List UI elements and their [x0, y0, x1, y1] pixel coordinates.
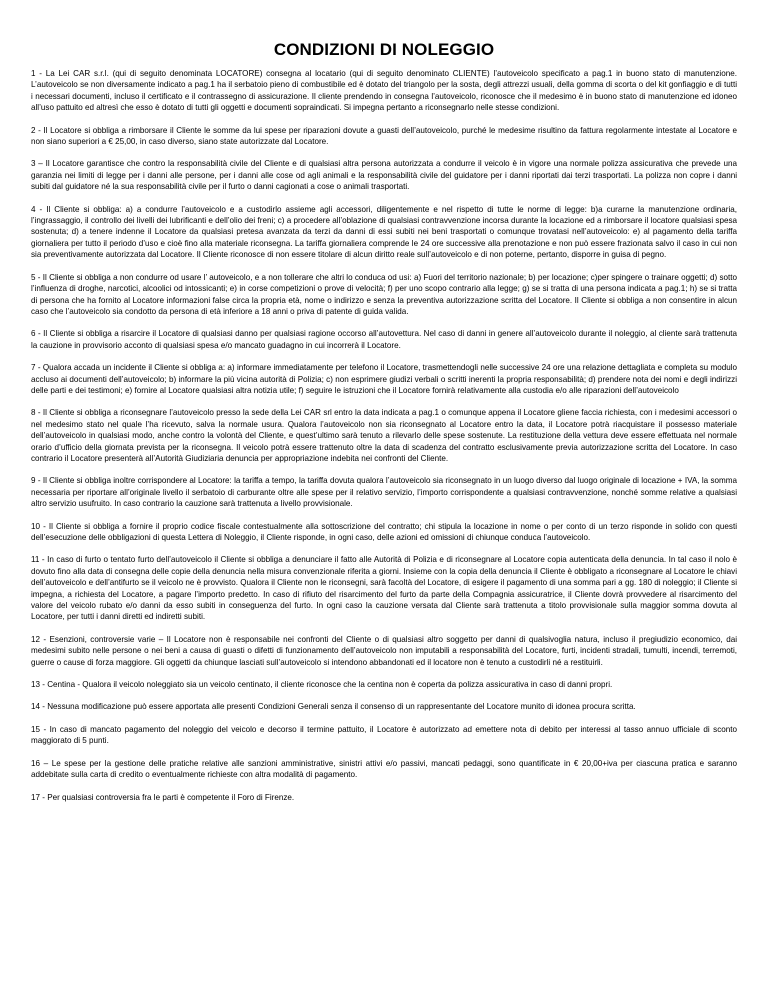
clause-2: 2 - Il Locatore si obbliga a rimborsare il Cliente le somme da lui spese per riparazioni dovute a guasti dell’autoveicolo, purché le medesime risultino da fattura regolarmente intestate al Locatore e non siano superiori a € 25,00, in caso diverso, siano state autorizzate dal Locatore. [31, 125, 737, 147]
clause-5: 5 - Il Cliente si obbliga a non condurre od usare l’ autoveicolo, e a non tollerare che altri lo conduca od usi: a) Fuori del territorio nazionale; b) per locazione; c)per spingere o trainare oggetti; d) sotto l’influenza di droghe, narcotici, alcoolici od intossicanti; e) in corse competizioni o prove di velocità; f) per uno scopo contrario alla legge; g) se si tratta di una persona indicata a pag.1; h) se si tratta di persona che ha fornito al Locatore informazioni false circa la propria età, nome o indirizzo e senza la preventiva autorizzazione scritta del Locatore. Il Cliente si obbliga a non consentire in alcun caso che l’autoveicolo sia condotto da persona di età inferiore a 18 anni o priva di patente di guida valida. [31, 272, 737, 316]
clause-4: 4 - Il Cliente si obbliga: a) a condurre l’autoveicolo e a custodirlo assieme agli accessori, diligentemente e nel rispetto di tutte le norme di legge: b)a curarne la manutenzione ordinaria, l’ingrassaggio, il controllo dei livelli dei lubrificanti e dell’olio dei freni; c) a procedere all’oblazione di qualsiasi contravvenzione incorsa durante la locazione ed a rimborsare il locatore qualsiasi spesa sostenuta; d) a tenere indenne il Locatore da qualsiasi pretesa avanzata da terzi da danni di essi subiti nei beni trasportati o comunque trovatasi nell’autoveicolo: e) al pagamento della tariffa giornaliera per tutto il periodo d’uso e cioè fino alla materiale riconsegna. La tariffa giornaliera comprende le 24 ore successive alla prenotazione e non può essere frazionata salvo il caso in cui non sia preventivamente autorizzata dal Locatore. Il Cliente riconosce di non essere titolare di alcun diritto reale sull’autoveicolo e di non poterne, pertanto, disporre in guisa di pegno. [31, 204, 737, 260]
clause-14: 14 - Nessuna modificazione può essere apportata alle presenti Condizioni Generali senza il consenso di un rappresentante del Locatore munito di idonea procura scritta. [31, 702, 636, 712]
clause-7: 7 - Qualora accada un incidente il Cliente si obbliga a: a) informare immediatamente per telefono il Locatore, trasmettendogli nelle successive 24 ore una relazione dettagliata e completa su modulo accluso ai documenti dell’autoveicolo; b) informare la più vicina autorità di Polizia; c) non esprimere giudizi verbali o scritti inerenti la propria responsabilità; d) prendere nota dei nomi e degli indirizzi delle parti e dei testimoni; e) fornire al Locatore qualsiasi altra notizia utile; f) seguire le istruzioni che il Locatore fornirà relativamente alla custodia e/o alle riparazioni dell’autoveicolo [31, 363, 737, 395]
clause-3: 3 – Il Locatore garantisce che contro la responsabilità civile del Cliente e di qualsiasi altra persona autorizzata a condurre il veicolo è in vigore una normale polizza assicurativa che prevede una garanzia nei limiti di legge per i danni alle persone, per i danni alle cose od agli animali e la responsabilità civile del guidatore per i danni riportati dai terzi trasportati. La polizza non copre i danni subiti dal guidatore né la sua responsabilità civile per il furto o danni cagionati a cose o animali trasportati. [31, 159, 737, 192]
clauses-list [31, 68, 737, 803]
clause-13: 13 - Centina - Qualora il veicolo noleggiato sia un veicolo centinato, il cliente riconosce che la centina non è coperta da polizza assicurativa in caso di danni propri. [31, 680, 613, 690]
clause-9: 9 - Il Cliente si obbliga inoltre corrispondere al Locatore: la tariffa a tempo, la tariffa dovuta qualora l’autoveicolo sia riconsegnato in un luogo diverso dal luogo originale di locazione + IVA, la somma necessaria per riportare all’originale livello il serbatoio di carburante oltre alle spese per il relativo servizio, l’importo corrispondente a qualsiasi contravvenzione, nonché somme relative a qualsiasi altro servizio usufruito. In caso contrario la cauzione sarà trattenuta a livello provvisionale. [31, 476, 737, 509]
clause-6: 6 - Il Cliente si obbliga a risarcire il Locatore di qualsiasi danno per qualsiasi ragione occorso all’autovettura. Nel caso di danni in genere all’autoveicolo durante il noleggio, al cliente sarà trattenuta la cauzione in provvisorio acconto di qualsiasi spesa e/o mancato guadagno in cui incorrerà il Locatore. [31, 329, 737, 350]
clause-11: 11 - In caso di furto o tentato furto dell’autoveicolo il Cliente si obbliga a denunciare il fatto alle Autorità di Polizia e di riconsegnare al Locatore copia autenticata della denuncia. In tal caso il nolo è dovuto fino alla data di consegna delle copie della denuncia nella misura convenzionale riferita a giorni. Insieme con la copia della denuncia il Cliente è obbligato a riconsegnare al Locatore le chiavi dell’autoveicolo e dell’antifurto se il veicolo ne è provvisto. Qualora il Cliente non le riconsegni, sarà facoltà del Locatore, di esigere il pagamento di una somma pari a gg. 180 di noleggio; il Cliente si impegna, a richiesta del Locatore, a pagare l’importo predetto. In caso di rifiuto del risarcimento del furto da parte della Compagnia assicuratrice, il Cliente dovrà provvedere al risarcimento del valore del veicolo rubato e/o danni da esso subiti in conseguenza del furto. In ogni caso la cauzione versata dal Cliente sarà trattenuta a titolo provvisionale sulla maggior somma dovuta al Locatore, per tutti i danni diretti ed indiretti subiti. [31, 555, 737, 622]
clause-1: 1 - La Lei CAR s.r.l. (qui di seguito denominata LOCATORE) consegna al locatario (qui di seguito denominato CLIENTE) l’autoveicolo specificato a pag.1 in buono stato di manutenzione. L’autoveicolo se non diversamente indicato a pag.1 ha il serbatoio pieno di combustibile ed è dotato del triangolo per la sosta, degli attrezzi usuali, della gomma di scorta o del kit gonfiaggio e di tutti i necessari documenti, incluso il certificato e il contrassegno di assicurazione. Il cliente prendendo in consegna l’autoveicolo, riconosce che il medesimo è in buono stato di manutenzione ed idoneo all’uso pattuito ed altresì che esso è dotato di tutti gli oggetti e documenti sopraindicati. Si impegna pertanto a riconsegnarlo nelle stesse condizioni. [31, 69, 737, 113]
clause-17: 17 - Per qualsiasi controversia fra le parti è competente il Foro di Firenze. [31, 792, 295, 802]
clause-8: 8 - Il Cliente si obbliga a riconsegnare l’autoveicolo presso la sede della Lei CAR srl entro la data indicata a pag.1 o comunque appena il Locatore gliene faccia richiesta, con i medesimi accessori o nel medesimo stato nel quale l’ha ricevuto, salva la normale usura. Qualora l’autoveicolo non sia riconsegnato al Locatore entro la data, il Locatore potrà riacquistare il possesso materiale dell’autoveicolo in qualsiasi modo, anche contro la volontà del Cliente, e quest’ultimo sarà tenuto a rilevarlo delle spese sostenute. La restituzione della vettura deve essere effettuata nel normale orario d’ufficio della giornata prevista per la riconsegna. Il veicolo potrà essere trattenuto oltre la data di scadenza del contratto esclusivamente previa autorizzazione scritta del Locatore. In caso contrario il Locatore presenterà all’Autorità Giudiziaria denuncia per appropriazione indebita nei confronti del Cliente. [31, 408, 737, 463]
clause-15: 15 - In caso di mancato pagamento del noleggio del veicolo e decorso il termine pattuito, il Locatore è autorizzato ad emettere nota di debito per interessi al tasso annuo ufficiale di sconto maggiorato di 5 punti. [31, 724, 737, 746]
clause-16: 16 – Le spese per la gestione delle pratiche relative alle sanzioni amministrative, sinistri attivi e/o passivi, mancati pedaggi, sono quantificate in € 20,00+iva per ciascuna pratica e saranno addebitate sulla carta di credito o eventualmente richieste con altra modalità di pagamento. [31, 758, 737, 780]
page-title: CONDIZIONI DI NOLEGGIO [273, 40, 495, 59]
clause-12: 12 - Esenzioni, controversie varie – Il Locatore non è responsabile nei confronti del Cliente o di qualsiasi altro soggetto per danni di qualsivoglia natura, incluso il pregiudizio economico, dai medesimi subito nelle persone o nei beni a causa di guasti o difetti di funzionamento dell’autoveicolo non imputabili a responsabilità del Locatore, furti, incidenti stradali, tumulti, incendi, terremoti, guerre o cause di forza maggiore. Gli oggetti da chiunque lasciati sull’autoveicolo si intendono abbandonati ed il locatore non è tenuto a custodirli né a restituirli. [31, 634, 737, 667]
clause-10: 10 - Il Cliente si obbliga a fornire il proprio codice fiscale contestualmente alla sottoscrizione del contratto; chi stipula la locazione in nome o per conto di un terzo risponde in solido con questi dell’esecuzione delle obbligazioni di questa Lettera di Noleggio, il Cliente risponde, in ogni caso, delle azioni ed omissioni di chiunque conduca l’autoveicolo. [31, 521, 737, 542]
